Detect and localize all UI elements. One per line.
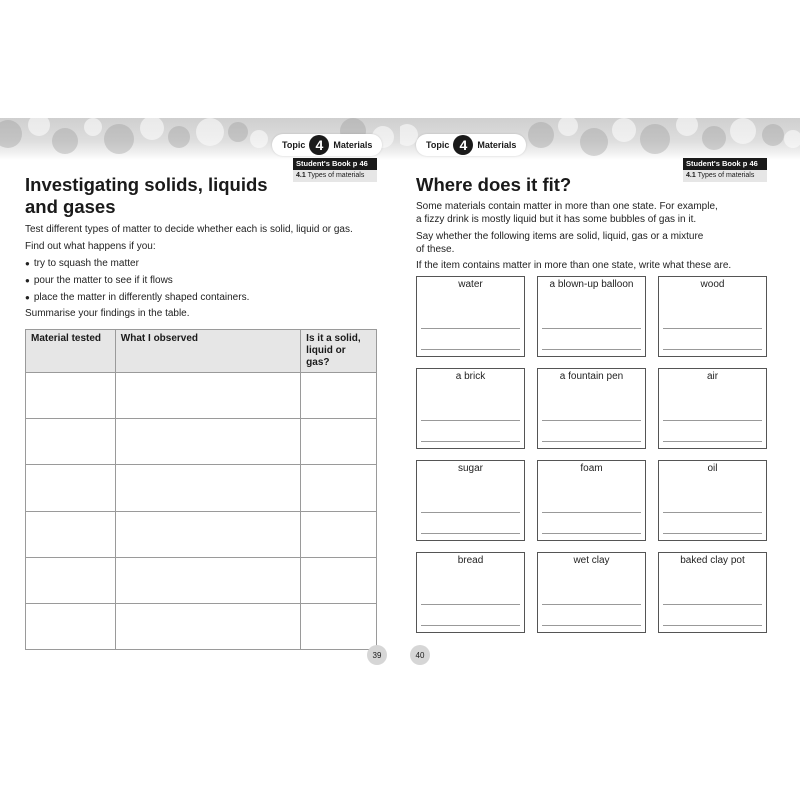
book-reference <box>293 158 377 182</box>
page-number: 40 <box>410 645 430 665</box>
answer-line[interactable] <box>542 420 641 421</box>
item-card <box>537 552 646 633</box>
item-label: a brick <box>455 371 486 382</box>
right-page <box>400 118 800 678</box>
answer-line[interactable] <box>663 420 762 421</box>
item-card <box>416 552 525 633</box>
answer-line[interactable] <box>542 625 641 626</box>
answer-line[interactable] <box>421 512 520 513</box>
item-label: a blown-up balloon <box>549 279 634 290</box>
item-card <box>658 368 767 449</box>
book-reference <box>683 158 767 182</box>
answer-line[interactable] <box>421 533 520 534</box>
column-header: Is it a solid, liquid or gas? <box>301 330 377 373</box>
item-label: air <box>706 371 719 382</box>
instruction-text: If the item contains matter in more than one state, write what these are. <box>416 260 732 271</box>
item-label: foam <box>580 463 603 474</box>
table-cell[interactable] <box>26 465 116 511</box>
table-cell[interactable] <box>301 419 377 465</box>
instruction-text: Say whether the following items are solid, liquid, gas or a mixture of these. <box>416 231 704 255</box>
topic-badge <box>416 134 526 156</box>
table-row <box>26 465 377 511</box>
item-card <box>416 368 525 449</box>
table-row <box>26 603 377 649</box>
item-card <box>658 552 767 633</box>
topic-label: Topic <box>282 140 306 150</box>
topic-name: Materials <box>333 140 373 150</box>
item-label: bread <box>457 555 484 566</box>
table-cell[interactable] <box>115 419 300 465</box>
answer-line[interactable] <box>421 349 520 350</box>
item-card <box>658 460 767 541</box>
bullet-item: ● place the matter in differently shaped containers. <box>25 291 249 304</box>
item-label: oil <box>707 463 718 474</box>
column-header: Material tested <box>26 330 116 373</box>
topic-name: Materials <box>477 140 517 150</box>
table-cell[interactable] <box>115 373 300 419</box>
answer-line[interactable] <box>542 328 641 329</box>
item-card <box>416 276 525 357</box>
find-out-text: Find out what happens if you: <box>25 241 156 252</box>
table-cell[interactable] <box>115 557 300 603</box>
page-title: Investigating solids, liquids and gases <box>25 174 268 217</box>
item-label: water <box>458 279 483 290</box>
section-ref: 4.1 Types of materials <box>683 170 767 182</box>
answer-line[interactable] <box>663 349 762 350</box>
answer-line[interactable] <box>663 328 762 329</box>
intro-text: Some materials contain matter in more than one state. For example, a fizzy drink is mostly liquid but it has some bubbles of gas in it. <box>416 201 718 225</box>
table-cell[interactable] <box>301 465 377 511</box>
answer-line[interactable] <box>542 441 641 442</box>
table-cell[interactable] <box>115 603 300 649</box>
summarise-text: Summarise your findings in the table. <box>25 308 190 319</box>
item-card <box>658 276 767 357</box>
answer-line[interactable] <box>421 625 520 626</box>
item-label: a fountain pen <box>559 371 624 382</box>
item-card <box>537 460 646 541</box>
bullet-item: ● pour the matter to see if it flows <box>25 274 173 287</box>
table-cell[interactable] <box>115 465 300 511</box>
bullet-item: ● try to squash the matter <box>25 257 139 270</box>
topic-number: 4 <box>453 135 473 155</box>
column-header: What I observed <box>115 330 300 373</box>
answer-line[interactable] <box>663 625 762 626</box>
table-cell[interactable] <box>301 557 377 603</box>
topic-badge <box>272 134 382 156</box>
table-cell[interactable] <box>301 373 377 419</box>
item-label: wet clay <box>573 555 610 566</box>
answer-line[interactable] <box>542 349 641 350</box>
table-cell[interactable] <box>26 557 116 603</box>
students-book-ref: Student's Book p 46 <box>683 158 767 170</box>
findings-table <box>25 329 377 650</box>
table-cell[interactable] <box>26 603 116 649</box>
answer-line[interactable] <box>663 604 762 605</box>
answer-line[interactable] <box>421 604 520 605</box>
item-card <box>537 276 646 357</box>
answer-line[interactable] <box>663 441 762 442</box>
table-cell[interactable] <box>301 511 377 557</box>
page-number: 39 <box>367 645 387 665</box>
answer-line[interactable] <box>542 512 641 513</box>
item-label: wood <box>700 279 725 290</box>
left-page <box>0 118 400 678</box>
topic-label: Topic <box>426 140 450 150</box>
item-card <box>537 368 646 449</box>
answer-line[interactable] <box>663 533 762 534</box>
intro-text: Test different types of matter to decide whether each is solid, liquid or gas. <box>25 224 353 235</box>
answer-line[interactable] <box>421 441 520 442</box>
table-row <box>26 557 377 603</box>
table-row <box>26 373 377 419</box>
topic-number: 4 <box>309 135 329 155</box>
item-grid <box>416 276 770 632</box>
page-title: Where does it fit? <box>416 174 572 195</box>
table-row <box>26 419 377 465</box>
answer-line[interactable] <box>421 420 520 421</box>
answer-line[interactable] <box>542 533 641 534</box>
answer-line[interactable] <box>663 512 762 513</box>
answer-line[interactable] <box>542 604 641 605</box>
students-book-ref: Student's Book p 46 <box>293 158 377 170</box>
item-card <box>416 460 525 541</box>
table-cell[interactable] <box>115 511 300 557</box>
section-ref: 4.1 Types of materials <box>293 170 377 182</box>
table-cell[interactable] <box>26 419 116 465</box>
table-cell[interactable] <box>301 603 377 649</box>
table-cell[interactable] <box>26 373 116 419</box>
table-row <box>26 511 377 557</box>
item-label: baked clay pot <box>680 555 745 566</box>
item-label: sugar <box>457 463 483 474</box>
answer-line[interactable] <box>421 328 520 329</box>
table-cell[interactable] <box>26 511 116 557</box>
